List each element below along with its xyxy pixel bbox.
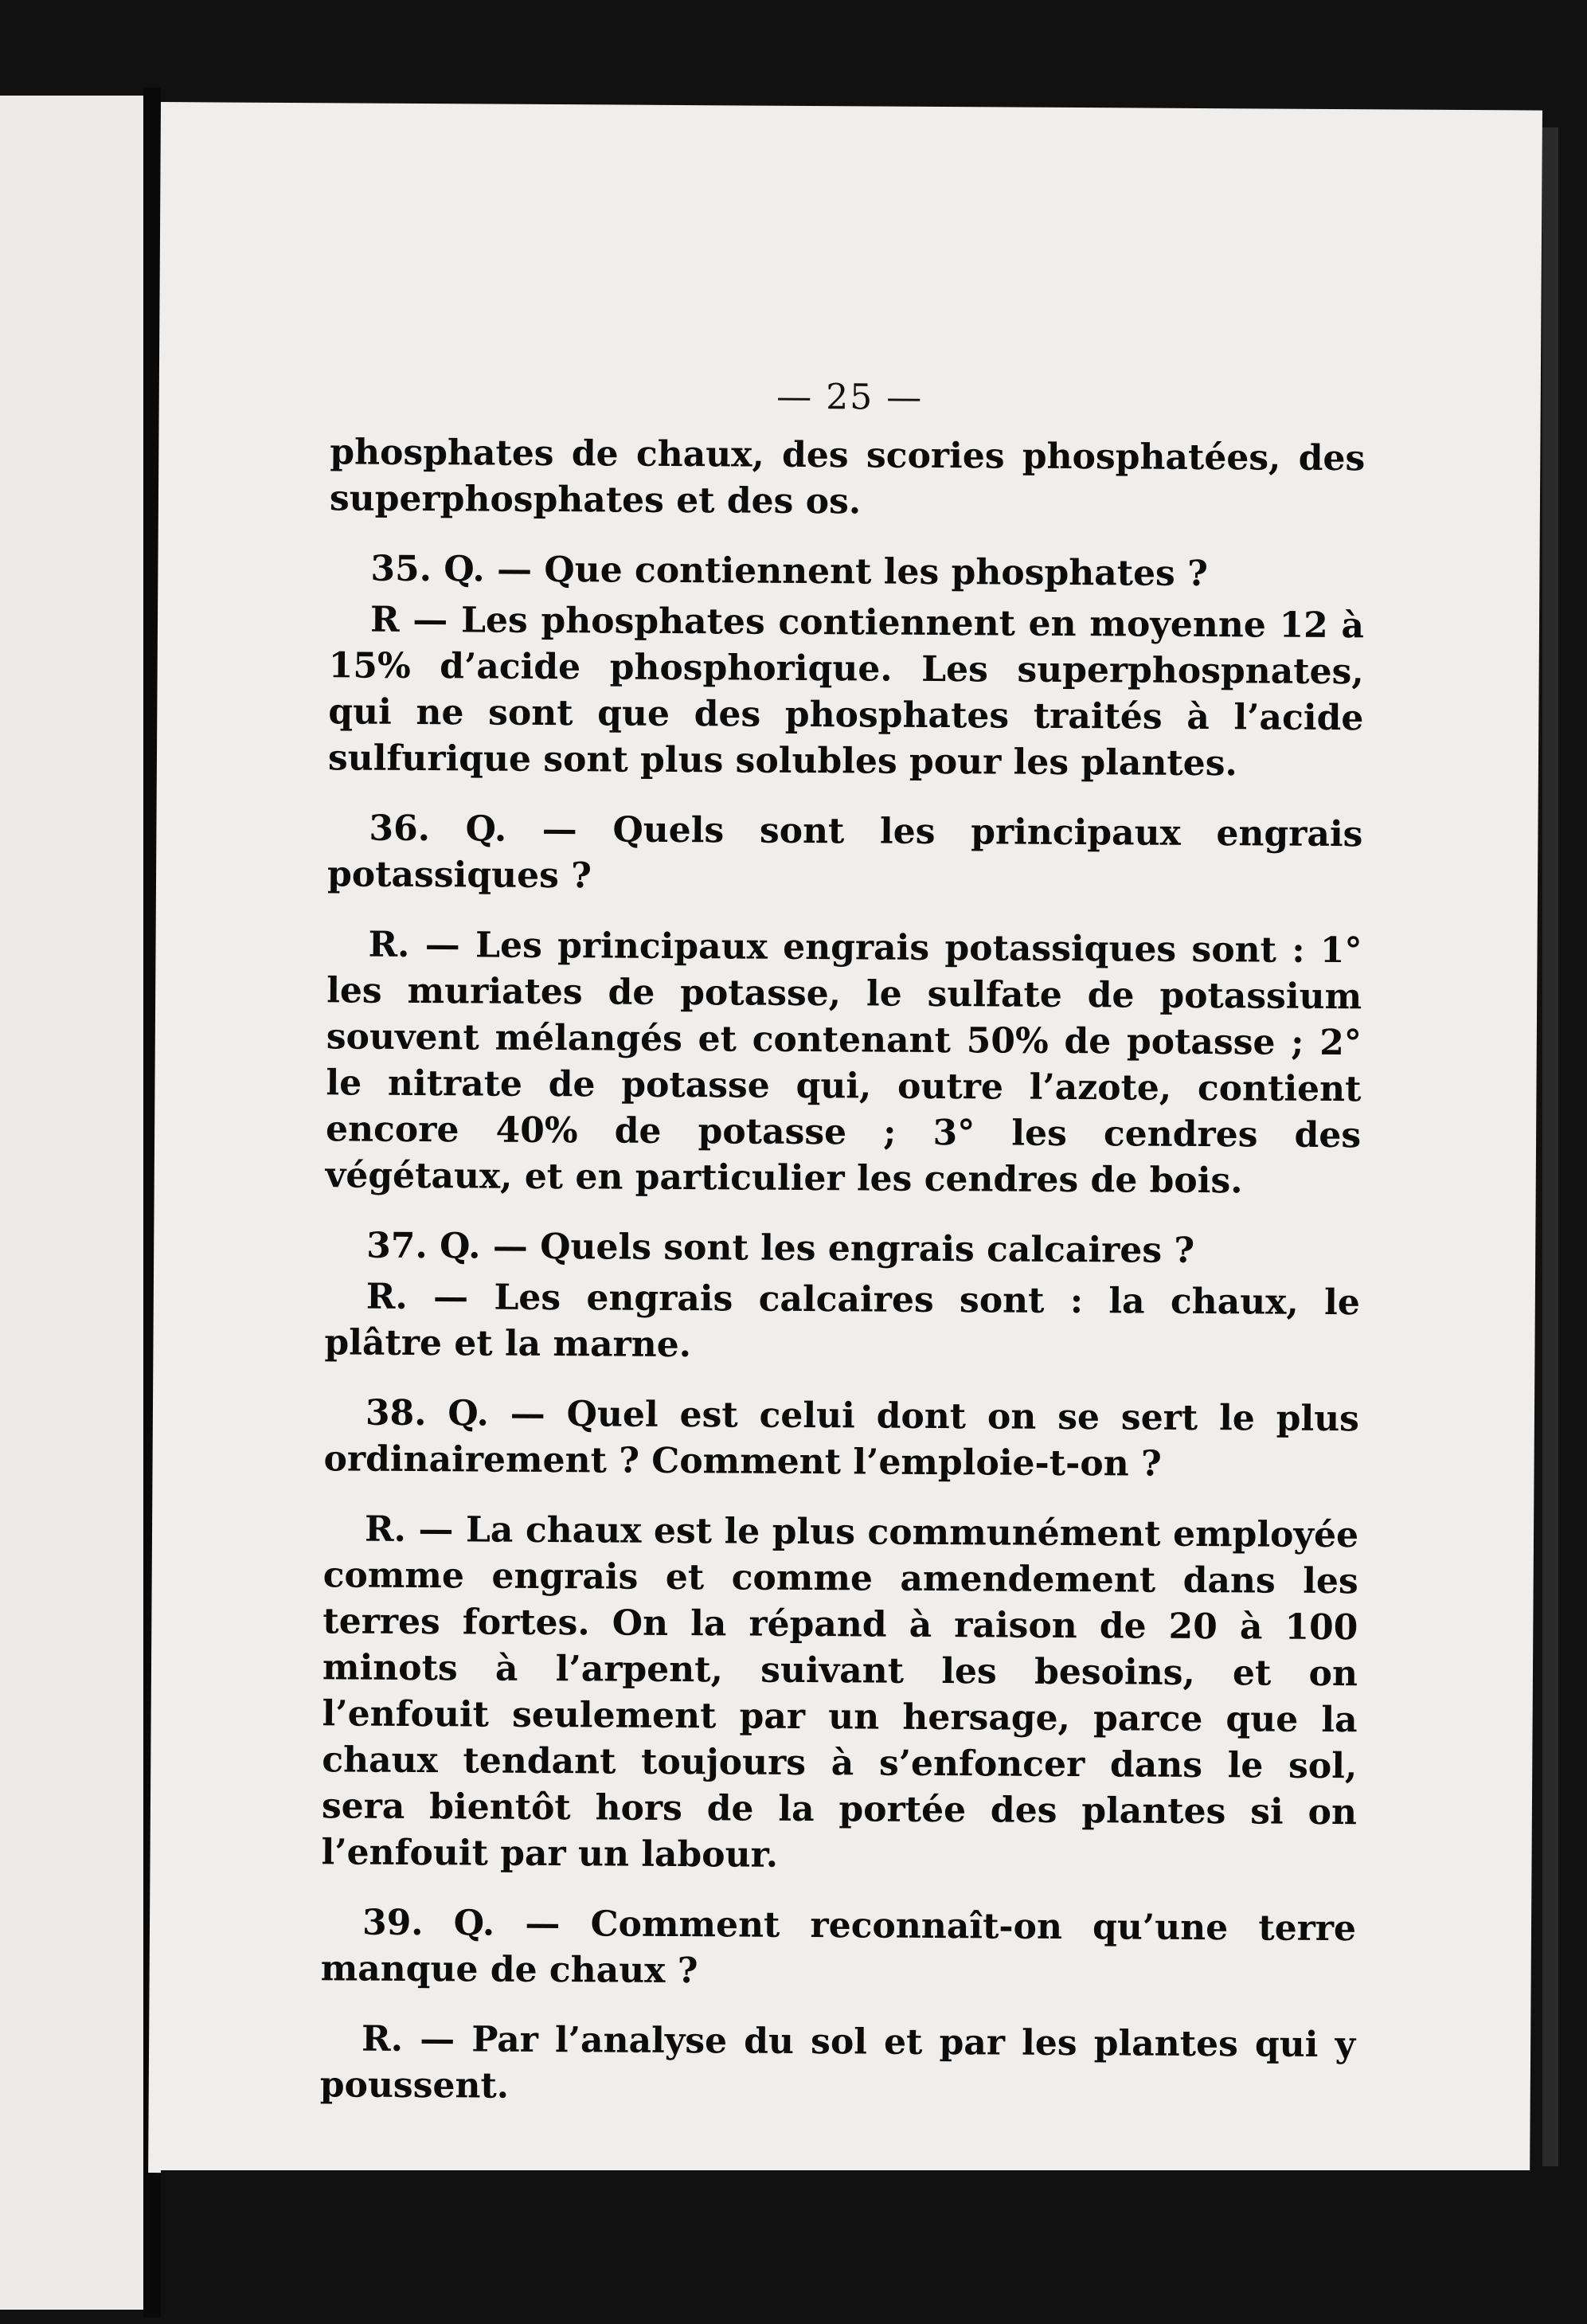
question-36: 36. Q. — Quels sont les principaux engrais potassiques ?	[326, 808, 1363, 897]
answer-38: R. — La chaux est le plus communément employée comme engrais et comme amendement dans les terres fortes. On la répand à raison de 20 à 100 minots à l’arpent, suivant les besoins, et on l’enfouit seulement par un hersage, parce que la chaux tendant toujours à s’enfoncer dans le sol, sera bientôt hors de la portée des plantes si on l’enfouit par un labour.	[321, 1508, 1359, 1876]
answer-35: R — Les phosphates contiennent en moyenne 12 à 15% d’acide phosphorique. Les superphospnates, qui ne sont que des phosphates traités à l’acide sulfurique sont plus solubles pour les plantes.	[327, 599, 1365, 784]
question-39: 39. Q. — Comment reconnaît-on qu’une terre manque de chaux ?	[320, 1902, 1357, 1992]
answer-39: R. — Par l’analyse du sol et par les plantes qui y poussent.	[319, 2018, 1356, 2107]
page-text	[319, 429, 1365, 2138]
scan-bottom-border	[161, 2170, 1558, 2322]
facing-page-edge	[0, 96, 143, 2310]
question-35: 35. Q. — Que contiennent les phosphates ?	[370, 548, 1209, 595]
answer-36: R. — Les principaux engrais potassiques sont : 1° les muriates de potasse, le sulfate de potassium souvent mélangés et contenant 50% de potasse ; 2° le nitrate de potasse qui, outre l’azote, contient encore 40% de potasse ; 3° les cendres des végétaux, et en particulier les cendres de bois.	[325, 924, 1362, 1202]
question-38: 38. Q. — Quel est celui dont on se sert le plus ordinairement ? Comment l’emploie-t-on ?	[323, 1392, 1360, 1485]
page-number: — 25 —	[776, 376, 924, 418]
page-edge-shadow	[1542, 127, 1558, 2166]
question-37: 37. Q. — Quels sont les engrais calcaires ?	[366, 1225, 1195, 1271]
book-page	[148, 102, 1542, 2181]
answer-37: R. — Les engrais calcaires sont : la chaux, le plâtre et la marne.	[324, 1276, 1360, 1366]
paragraph-continuation: phosphates de chaux, des scories phosphatées, des superphosphates et des os.	[329, 432, 1366, 522]
